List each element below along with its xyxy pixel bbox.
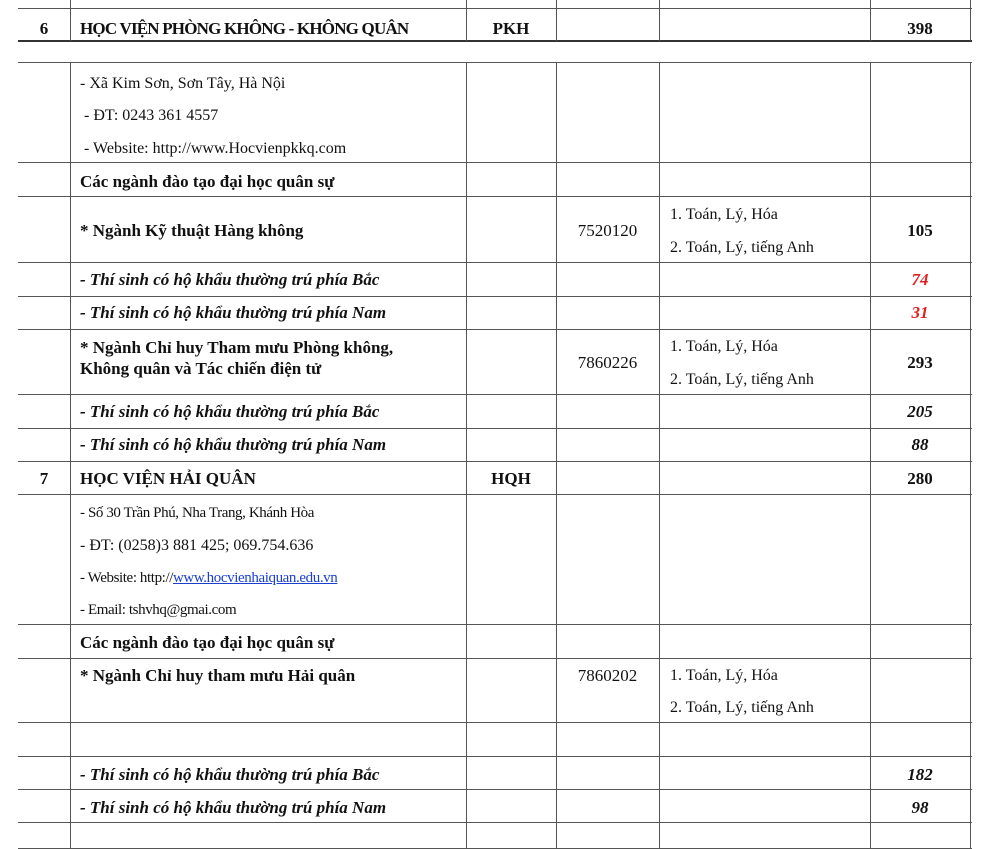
major-code: 7860202 xyxy=(577,666,638,685)
website-text: - Website: http://www.Hocvienpkkq.com xyxy=(84,140,347,157)
stt-cell: 6 xyxy=(39,19,49,38)
row-line xyxy=(18,494,972,495)
subject-combo: 2. Toán, Lý, tiếng Anh xyxy=(670,699,814,716)
south-quota-label: - Thí sinh có hộ khẩu thường trú phía Nam xyxy=(80,303,387,322)
phone-text: - ĐT: (0258)3 881 425; 069.754.636 xyxy=(80,537,314,554)
subject-combo: 2. Toán, Lý, tiếng Anh xyxy=(670,371,814,388)
row-line xyxy=(18,262,972,263)
major-quota: 105 xyxy=(907,221,933,240)
section-heading: Các ngành đào tạo đại học quân sự xyxy=(80,172,335,191)
subject-combo: 1. Toán, Lý, Hóa xyxy=(670,206,778,223)
major-name: * Ngành Chỉ huy Tham mưu Phòng không, xyxy=(80,338,394,357)
row-line xyxy=(18,196,972,197)
total-quota: 398 xyxy=(907,19,933,38)
row-line xyxy=(18,461,972,462)
col-line xyxy=(70,62,71,849)
north-quota-label: - Thí sinh có hộ khẩu thường trú phía Bắc xyxy=(80,402,380,421)
row-line xyxy=(18,756,972,757)
row-line xyxy=(18,822,972,823)
col-line xyxy=(70,0,71,41)
website-link[interactable]: www.hocvienhaiquan.edu.vn xyxy=(172,570,338,586)
section-heading: Các ngành đào tạo đại học quân sự xyxy=(80,633,335,652)
col-line xyxy=(556,0,557,41)
row-line xyxy=(18,62,972,63)
col-line xyxy=(659,0,660,41)
major-quota: 293 xyxy=(907,353,933,372)
institution-name: HỌC VIỆN PHÒNG KHÔNG - KHÔNG QUÂN xyxy=(80,19,409,38)
subject-combo: 1. Toán, Lý, Hóa xyxy=(670,338,778,355)
north-quota-label: - Thí sinh có hộ khẩu thường trú phía Bắc xyxy=(80,270,380,289)
stt-cell: 7 xyxy=(39,469,49,488)
north-quota-label: - Thí sinh có hộ khẩu thường trú phía Bắc xyxy=(80,765,380,784)
south-quota-label: - Thí sinh có hộ khẩu thường trú phía Nam xyxy=(80,798,387,817)
col-line xyxy=(659,62,660,849)
south-quota-value: 88 xyxy=(911,435,929,454)
total-quota: 280 xyxy=(907,469,933,488)
major-name: * Ngành Kỹ thuật Hàng không xyxy=(80,221,304,240)
row-line xyxy=(18,658,972,659)
south-quota-value: 98 xyxy=(911,798,929,817)
row-line xyxy=(18,8,972,9)
row-line xyxy=(18,624,972,625)
email-text: - Email: tshvhq@gmai.com xyxy=(80,602,237,618)
row-line xyxy=(18,722,972,723)
row-line xyxy=(18,394,972,395)
col-line xyxy=(970,0,971,41)
row-line xyxy=(18,162,972,163)
row-line xyxy=(18,428,972,429)
major-code: 7860226 xyxy=(577,353,638,372)
institution-code: PKH xyxy=(492,19,530,38)
major-code: 7520120 xyxy=(577,221,638,240)
north-quota-value: 182 xyxy=(907,765,933,784)
col-line xyxy=(556,62,557,849)
subject-combo: 1. Toán, Lý, Hóa xyxy=(670,667,778,684)
website-prefix: - Website: http:// xyxy=(80,570,173,586)
col-line xyxy=(970,62,971,849)
address-text: - Số 30 Trần Phú, Nha Trang, Khánh Hòa xyxy=(80,505,314,521)
north-quota-value: 205 xyxy=(907,402,933,421)
col-line xyxy=(466,62,467,849)
south-quota-label: - Thí sinh có hộ khẩu thường trú phía Nam xyxy=(80,435,387,454)
institution-name: HỌC VIỆN HẢI QUÂN xyxy=(80,469,256,488)
phone-text: - ĐT: 0243 361 4557 xyxy=(84,107,219,124)
subject-combo: 2. Toán, Lý, tiếng Anh xyxy=(670,239,814,256)
institution-code: HQH xyxy=(491,469,531,488)
row-line xyxy=(18,789,972,790)
row-line xyxy=(18,40,972,42)
row-line xyxy=(18,329,972,330)
row-line xyxy=(18,296,972,297)
south-quota-value: 31 xyxy=(911,303,929,322)
major-name: * Ngành Chỉ huy tham mưu Hải quân xyxy=(80,666,356,685)
major-name-continued: Không quân và Tác chiến điện tử xyxy=(80,359,322,378)
col-line xyxy=(870,62,871,849)
address-text: - Xã Kim Sơn, Sơn Tây, Hà Nội xyxy=(80,75,286,92)
website-text xyxy=(80,568,337,588)
north-quota-value: 74 xyxy=(911,270,929,289)
